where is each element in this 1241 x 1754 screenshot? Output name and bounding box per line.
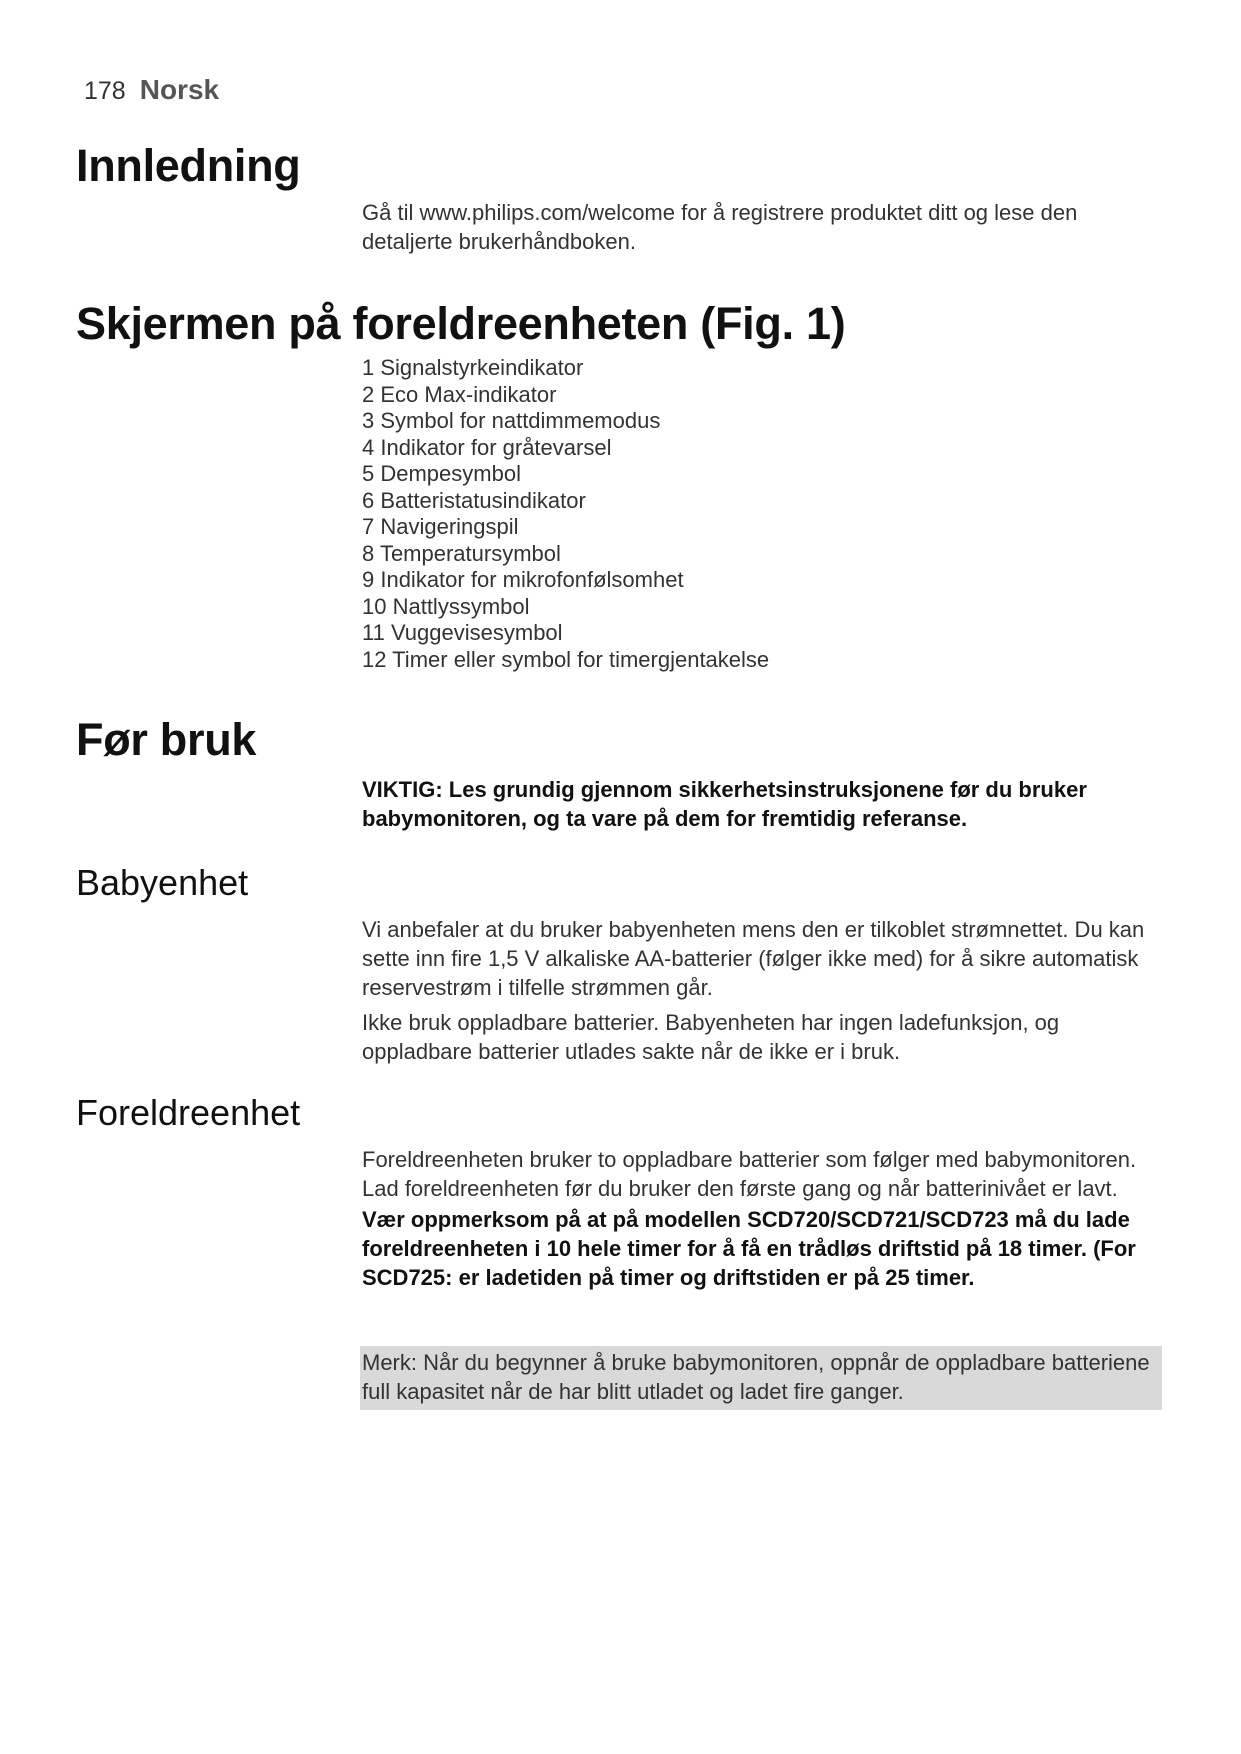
important-notice: VIKTIG: Les grundig gjennom sikkerhetsinstruksjonene før du bruker babymonitoren, og ta vare på dem for fremtidig referanse.	[362, 777, 1087, 831]
list-item: 3 Symbol for nattdimmemodus	[362, 408, 661, 433]
page-number: 178	[84, 77, 126, 105]
babyenhet-paragraph-2: Ikke bruk oppladbare batterier. Babyenheten har ingen ladefunksjon, og oppladbare batterier utlades sakte når de ikke er i bruk.	[362, 1010, 1060, 1064]
list-item: 6 Batteristatusindikator	[362, 487, 586, 513]
list-item: 9 Indikator for mikrofonfølsomhet	[362, 567, 684, 592]
display-legend-list	[362, 355, 1162, 673]
foreldreenhet-text-block	[362, 1145, 1162, 1292]
list-item: 10 Nattlyssymbol	[362, 593, 530, 619]
heading-babyenhet: Babyenhet	[76, 862, 249, 903]
heading-skjermen: Skjermen på foreldreenheten (Fig. 1)	[76, 298, 846, 349]
list-item: 2 Eco Max-indikator	[362, 381, 557, 407]
foreldreenhet-paragraph-1: Foreldreenheten bruker to oppladbare batterier som følger med babymonitoren. Lad foreldreenheten før du bruker den første gang og når batterinivået er lavt.	[362, 1147, 1137, 1201]
list-item: 8 Temperatursymbol	[362, 540, 561, 566]
charging-notice: Vær oppmerksom på at på modellen SCD720/SCD721/SCD723 må du lade foreldreenheten i 10 hele timer for å få en trådløs driftstid på 18 timer. (For SCD725: er ladetiden på timer og driftstiden er på 25 timer.	[362, 1207, 1136, 1290]
list-item: 11 Vuggevisesymbol	[362, 620, 563, 645]
innledning-text: Gå til www.philips.com/welcome for å registrere produktet ditt og lese den detaljerte brukerhåndboken.	[362, 200, 1078, 254]
list-item: 12 Timer eller symbol for timergjentakelse	[362, 646, 770, 672]
page-header	[84, 74, 219, 106]
note-box	[360, 1346, 1162, 1410]
for-bruk-text-block	[362, 775, 1162, 833]
list-item: 5 Dempesymbol	[362, 461, 521, 486]
babyenhet-text-block	[362, 915, 1162, 1066]
heading-for-bruk: Før bruk	[76, 714, 257, 765]
page-language: Norsk	[139, 74, 220, 105]
babyenhet-paragraph-1: Vi anbefaler at du bruker babyenheten mens den er tilkoblet strømnettet. Du kan sette inn fire 1,5 V alkaliske AA-batterier (følger ikke med) for å sikre automatisk reservestrøm i tilfelle strømmen går.	[362, 917, 1145, 1000]
note-text: Merk: Når du begynner å bruke babymonitoren, oppnår de oppladbare batteriene full kapasitet når de har blitt utladet og ladet fire ganger.	[362, 1350, 1150, 1404]
list-item: 7 Navigeringspil	[362, 514, 519, 539]
innledning-text-block	[362, 198, 1162, 256]
list-item: 4 Indikator for gråtevarsel	[362, 434, 612, 460]
heading-foreldreenhet: Foreldreenhet	[76, 1092, 301, 1133]
list-item: 1 Signalstyrkeindikator	[362, 355, 584, 380]
heading-innledning: Innledning	[76, 140, 301, 191]
